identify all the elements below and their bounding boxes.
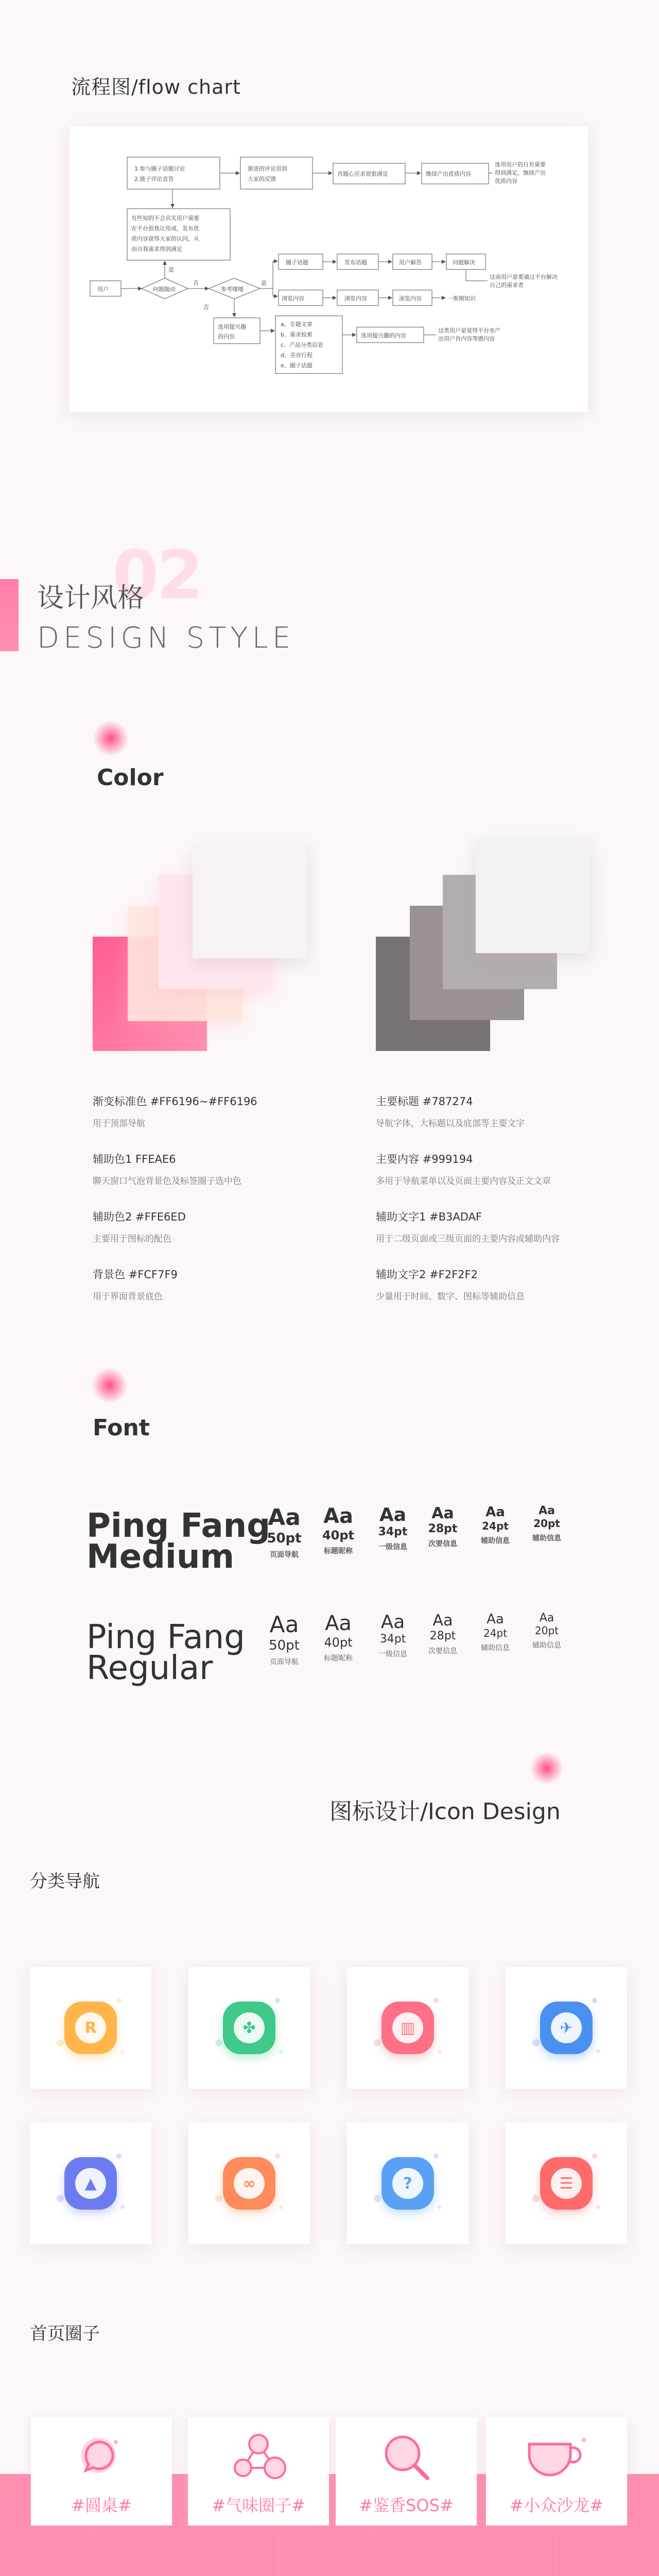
color-item [93,1209,186,1244]
section-title-en: DESIGN STYLE [37,621,295,655]
font-sample-aa: Aa [487,1612,504,1627]
flow-node-label: 优质内容 [495,178,517,184]
font-name-line: Medium [86,1538,235,1576]
flow-node-label: 用户解答 [399,259,422,266]
color-item [376,1151,551,1187]
color-name: 辅助色1 FFEAE6 [93,1153,176,1165]
flow-node-label: 滚览内容 [399,295,422,302]
font-size-sample [261,1612,307,1667]
drop-icon: ▲ [64,2157,117,2210]
font-size-usage: 一级信息 [378,1650,407,1658]
flow-chart-card [70,126,588,412]
font-size-sample [261,1504,307,1560]
font-size-usage: 页面导航 [270,1551,299,1559]
question-icon: ? [381,2157,434,2210]
magnifier-icon [378,2430,435,2486]
category-nav-item[interactable] [188,2123,310,2244]
flow-node-label: 参考喽喽 [221,286,244,293]
flow-node [127,157,220,189]
color-desc: 导航字体，大标题以及底部等主要文字 [376,1118,525,1129]
category-nav-item[interactable] [347,1967,469,2089]
color-item [93,1151,241,1187]
font-sample-aa: Aa [431,1504,454,1522]
teacup-icon [523,2433,590,2484]
flow-node-label: 得到满足，继续产出 [495,170,546,176]
color-item [376,1209,560,1244]
font-size-pt: 20pt [533,1517,560,1530]
font-size-pt: 24pt [482,1520,509,1532]
font-sample-aa: Aa [539,1504,555,1517]
font-size-usage: 标题昵称 [324,1654,353,1663]
font-size-usage: 辅助信息 [481,1644,510,1652]
flow-node-label: 这类用户是觉得平台坐产 [438,327,500,334]
circle-card-salon[interactable] [486,2417,627,2526]
color-item [93,1093,257,1129]
color-desc: 用于界面背景底色 [93,1292,163,1302]
color-name: 渐变标准色 #FF6196~#FF6196 [93,1095,257,1108]
flow-node-label: 的内容 [218,333,235,340]
font-sample-aa: Aa [485,1504,505,1520]
font-size-sample [370,1612,416,1659]
flow-node-label: 在平台很我让用成，发布优 [131,225,199,232]
color-desc: 主要用于图标的配色 [93,1234,171,1244]
font-size-sample [472,1612,518,1653]
font-size-usage: 标题昵称 [324,1547,353,1555]
section-accent-bar [0,579,19,651]
flow-node-label: 有些知的不会具实用户需要 [131,215,199,222]
font-size-usage: 次要信息 [428,1647,457,1655]
category-nav-item[interactable] [30,2123,151,2244]
category-nav-item[interactable] [347,2123,469,2244]
home-circles-label: 首页圈子 [30,2324,100,2344]
color-item [376,1093,525,1129]
flow-node [240,157,313,189]
r-icon: R [64,2002,117,2054]
category-nav-item[interactable] [506,2123,627,2244]
color-item [376,1266,525,1302]
flow-node-label: 选项提兴趣的内容 [361,332,406,339]
color-desc: 少量用于时间、数字、图标等辅助信息 [376,1292,525,1302]
circle-card-label: #气味圈子# [212,2496,305,2515]
font-sample-aa: Aa [269,1612,299,1638]
flow-node-label: 1.参与圈子话题讨论 [134,165,185,172]
font-name-line: Ping Fang [86,1507,271,1545]
flow-node-label: 问题解决 [453,259,475,266]
flow-chart-diagram [70,126,588,412]
color-name: 主要内容 #999194 [376,1153,473,1165]
decor-blur-dot [92,1367,128,1403]
flow-node-label: 用户 [97,286,109,293]
font-size-sample [420,1504,466,1549]
font-size-usage: 一级信息 [378,1543,407,1551]
flow-node-label: 是 [168,266,174,273]
font-sample-aa: Aa [268,1504,301,1531]
font-regular-name [86,1618,245,1687]
flow-node-label: 2.链子评论直答 [134,176,174,182]
font-size-pt: 40pt [322,1528,355,1543]
flow-node-label: 浏览内容 [344,295,367,302]
color-desc: 用于二级页面或三级页面的主要内容或辅助内容 [376,1234,560,1244]
flow-node-label: 自己的需求者 [490,282,524,289]
swatch-aux-text2 [476,839,590,953]
flow-node-label: 浏览内容 [282,295,304,302]
color-name: 辅助文字1 #B3ADAF [376,1211,482,1223]
color-name: 主要标题 #787274 [376,1095,473,1108]
flow-node-label: 是 [261,280,267,286]
circle-card-roundtable[interactable] [31,2417,172,2526]
decor-blur-dot [530,1752,563,1785]
font-size-sample [420,1612,466,1656]
font-size-pt: 50pt [269,1638,300,1653]
font-heading: Font [93,1415,150,1441]
flow-node-label: 选项提兴趣 [218,324,246,330]
font-sample-aa: Aa [432,1612,453,1630]
category-nav-label: 分类导航 [30,1871,100,1892]
font-size-usage: 辅助信息 [481,1537,510,1545]
flow-node-label: 问题随动 [153,286,176,293]
font-size-sample [524,1504,570,1543]
flow-node-label: 选项用户的自有需要 [495,161,546,168]
font-name-line: Ping Fang [86,1618,245,1656]
font-size-pt: 24pt [483,1627,507,1639]
font-size-pt: 34pt [378,1526,408,1538]
flow-node-label: 否 [203,304,209,311]
category-nav-item[interactable] [188,1967,310,2089]
color-name: 背景色 #FCF7F9 [93,1268,178,1281]
chat-bubble-icon [76,2432,127,2483]
flow-node-label: 大家的反馈 [248,176,276,182]
font-sample-aa: Aa [323,1504,353,1528]
decor-blur-dot [93,720,129,756]
circle-card-label: #鉴香SOS# [359,2496,454,2515]
font-size-usage: 辅助信息 [532,1641,561,1650]
circle-card-label: #小众沙龙# [510,2496,603,2515]
category-nav-item[interactable] [30,1967,151,2089]
category-nav-item[interactable] [506,1967,627,2089]
circle-card-label: #圆桌# [71,2496,132,2515]
font-size-pt: 50pt [267,1531,302,1546]
font-medium-name [86,1507,271,1576]
flow-node-label: 而自我需求得到满足 [131,246,182,252]
font-size-pt: 28pt [429,1630,456,1642]
font-size-usage: 辅助信息 [532,1534,561,1543]
circle-card-scent[interactable] [188,2417,329,2526]
font-size-sample [315,1504,361,1556]
font-size-pt: 34pt [379,1633,406,1646]
icon-design-title: 图标设计/Icon Design [330,1799,561,1825]
flow-node-label: b、需求检索 [281,331,313,338]
color-desc: 用于顶部导航 [93,1118,145,1129]
flow-node-label: 否 [193,280,199,286]
building-icon: ▥ [381,2002,434,2054]
font-sample-aa: Aa [380,1612,405,1633]
font-size-usage: 次要信息 [428,1540,457,1548]
flow-node-label: 继续产出优质内容 [426,171,471,177]
font-sample-aa: Aa [325,1612,352,1635]
flow-node-label: 出用户肖内容等感内容 [438,335,495,342]
molecule-icon [228,2429,289,2485]
document-icon: ☰ [540,2157,593,2210]
color-desc: 多用于导航菜单以及页面主要内容及正文文章 [376,1176,551,1187]
glasses-icon: ∞ [223,2157,275,2210]
font-size-pt: 20pt [535,1624,559,1637]
rocket-icon: ✈ [540,2002,593,2054]
flow-node-label: c、产品分类信息 [281,342,324,348]
flow-node-label: 发布话题 [344,259,367,266]
clover-icon: ✤ [223,2002,275,2054]
color-name: 辅助色2 #FFE6ED [93,1211,186,1223]
flow-node-label: 质内容获得大家的认同，从 [131,235,199,242]
font-size-sample [524,1612,570,1650]
font-size-usage: 页面导航 [270,1658,299,1666]
flow-node-label: 首题心应求很狠满足 [337,171,388,177]
font-sample-aa: Aa [539,1612,554,1624]
flow-node-label: 这南用户是要通过平台解决 [490,274,558,280]
circle-card-sos[interactable] [336,2417,477,2526]
font-sample-aa: Aa [379,1504,407,1526]
color-desc: 聊天窗口气泡背景色及标签圈子选中色 [93,1176,241,1187]
flow-node-label: d、美容行程 [281,352,313,359]
font-size-sample [472,1504,518,1546]
font-size-pt: 40pt [324,1635,353,1650]
font-name-line: Regular [86,1649,213,1687]
flow-node-label: 一斯期知识 [447,295,476,302]
section-title-cn: 设计风格 [37,583,145,614]
flow-node-label: 圈子话题 [286,259,308,266]
flow-node-label: 渐进的评论用到 [248,165,287,172]
flow-node-label: e、圈子话题 [281,362,313,369]
font-size-sample [315,1612,361,1663]
section-number: 02 [112,536,201,614]
color-item [93,1266,178,1302]
font-size-sample [370,1504,416,1552]
swatch-bg [193,844,307,958]
color-heading: Color [97,765,164,791]
font-size-pt: 28pt [428,1522,458,1535]
flow-node-label: a、专题文章 [281,321,313,328]
flow-chart-title: 流程图/flow chart [71,76,241,98]
color-name: 辅助文字2 #F2F2F2 [376,1268,478,1281]
